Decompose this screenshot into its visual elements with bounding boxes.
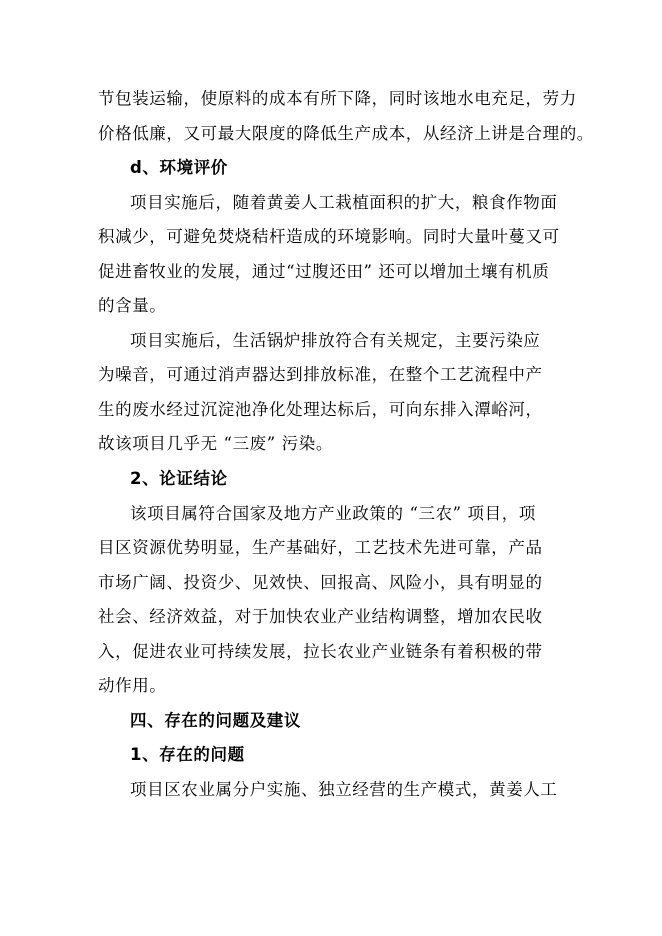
body-text-line: 该项目属符合国家及地方产业政策的 “三农” 项目，项 [130,504,536,523]
body-text-line: 积减少，可避免焚烧秸杆造成的环境影响。同时大量叶蔓又可 [98,227,560,246]
body-text-line: 节包装运输，使原料的成本有所下降，同时该地水电充足，劳力 [98,89,577,108]
body-text-line: 生的废水经过沉淀池净化处理达标后，可向东排入潭峪河， [98,400,543,419]
section-heading: d、环境评价 [130,158,228,177]
body-text-line: 的含量。 [98,296,167,315]
body-text-line: 为噪音，可通过消声器达到排放标准，在整个工艺流程中产 [98,365,543,384]
body-text-line: 市场广阔、投资少、见效快、回报高、风险小，具有明显的 [98,573,543,592]
body-text-line: 项目实施后，生活锅炉排放符合有关规定，主要污染应 [130,331,541,350]
body-text-line: 促进畜牧业的发展，通过“过腹还田” 还可以增加土壤有机质 [98,262,550,281]
section-heading: 2、论证结论 [130,469,228,488]
body-text-line: 价格低廉，又可最大限度的降低生产成本，从经济上讲是合理的。 [98,124,594,143]
body-text-line: 项目区农业属分户实施、独立经营的生产模式，黄姜人工 [130,780,558,799]
chapter-heading: 四、存在的问题及建议 [130,711,301,730]
section-heading: 1、存在的问题 [130,745,245,764]
body-text-line: 项目实施后，随着黄姜人工栽植面积的扩大，粮食作物面 [130,193,558,212]
body-text-line: 故该项目几乎无 “三废” 污染。 [98,434,333,453]
body-text-line: 目区资源优势明显，生产基础好，工艺技术先进可靠，产品 [98,538,543,557]
body-text-line: 入，促进农业可持续发展，拉长农业产业链条有着积极的带 [98,642,543,661]
body-text-line: 社会、经济效益，对于加快农业产业结构调整，增加农民收 [98,607,543,626]
body-text-line: 动作用。 [98,676,167,695]
